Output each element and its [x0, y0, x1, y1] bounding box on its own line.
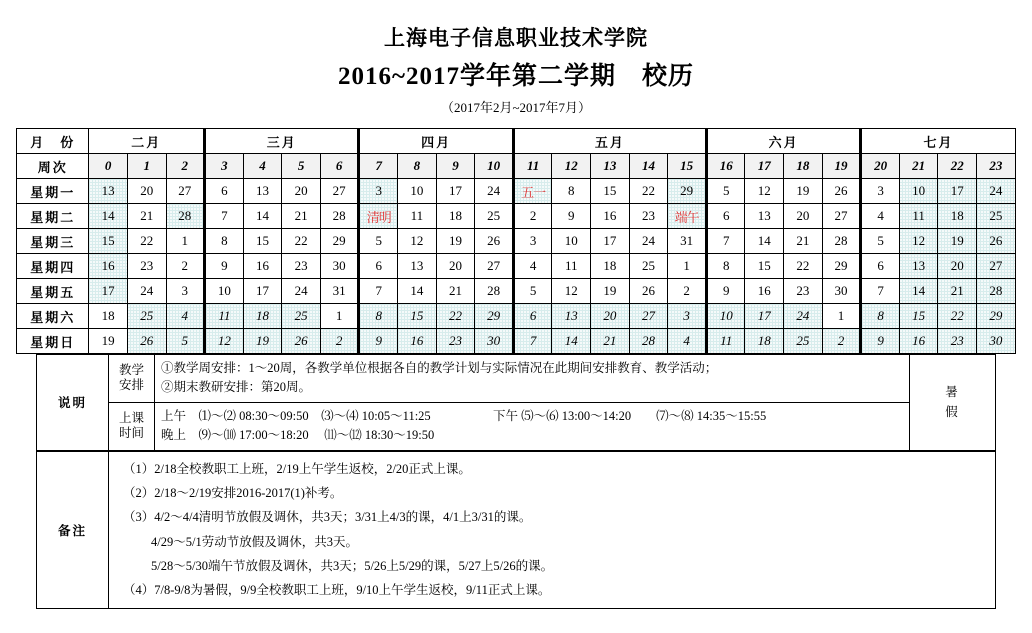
- cell-sat-12: 13: [552, 304, 591, 329]
- class-time-morning: 上午 ⑴～⑵ 08:30～09:50 ⑶～⑷ 10:05～11:25: [161, 408, 431, 423]
- month-header-row: [17, 129, 1015, 154]
- cell-tue-17: 13: [745, 204, 784, 229]
- cell-mon-14: 22: [629, 179, 668, 204]
- remark-item-5: 5/28～5/30端午节放假及调休，共3天；5/26上5/29的课，5/27上5/26的课。: [151, 559, 554, 573]
- cell-thu-18: 22: [784, 254, 823, 279]
- cell-fri-18: 23: [784, 279, 823, 304]
- cell-sat-20: 8: [861, 304, 900, 329]
- cell-tue-12: 9: [552, 204, 591, 229]
- cell-tue-18: 20: [784, 204, 823, 229]
- teaching-arrangement-row: [37, 355, 996, 403]
- cell-sat-16: 10: [706, 304, 745, 329]
- week-8: 8: [398, 154, 437, 179]
- month-jul: 七月: [861, 129, 1015, 154]
- cell-fri-23: 28: [977, 279, 1016, 304]
- week-17: 17: [745, 154, 784, 179]
- cell-sun-20: 9: [861, 329, 900, 354]
- week-18: 18: [784, 154, 823, 179]
- remarks-content: [109, 451, 996, 608]
- cell-sat-1: 25: [127, 304, 166, 329]
- cell-tue-23: 25: [977, 204, 1016, 229]
- month-apr: 四月: [359, 129, 513, 154]
- cell-mon-5: 20: [282, 179, 321, 204]
- cell-tue-6: 28: [320, 204, 359, 229]
- cell-sun-21: 16: [899, 329, 938, 354]
- cell-sat-7: 8: [359, 304, 398, 329]
- teaching-note-2: ②期末教研安排：第20周。: [161, 380, 312, 395]
- week-21: 21: [899, 154, 938, 179]
- cell-wed-0: 15: [89, 229, 128, 254]
- cell-thu-14: 25: [629, 254, 668, 279]
- week-header-label: 周次: [17, 154, 89, 179]
- cell-tue-8: 11: [398, 204, 437, 229]
- cell-fri-4: 17: [243, 279, 282, 304]
- week-7: 7: [359, 154, 398, 179]
- month-header-label: 月 份: [17, 129, 89, 154]
- cell-wed-7: 5: [359, 229, 398, 254]
- week-19: 19: [822, 154, 861, 179]
- cell-fri-19: 30: [822, 279, 861, 304]
- day-label-thu: 星期四: [17, 254, 89, 279]
- cell-fri-0: 17: [89, 279, 128, 304]
- cell-wed-23: 26: [977, 229, 1016, 254]
- cell-thu-4: 16: [243, 254, 282, 279]
- week-5: 5: [282, 154, 321, 179]
- cell-sun-14: 28: [629, 329, 668, 354]
- cell-thu-6: 30: [320, 254, 359, 279]
- school-name: 上海电子信息职业技术学院: [384, 26, 648, 50]
- cell-thu-20: 6: [861, 254, 900, 279]
- cell-fri-8: 14: [398, 279, 437, 304]
- cell-wed-5: 22: [282, 229, 321, 254]
- cell-sat-0: 18: [89, 304, 128, 329]
- cell-mon-10: 24: [475, 179, 514, 204]
- cell-wed-20: 5: [861, 229, 900, 254]
- cell-fri-5: 24: [282, 279, 321, 304]
- cell-sat-15: 3: [668, 304, 707, 329]
- class-time-evening: 晚上 ⑼～⑽ 17:00～18:20 ⑾～⑿ 18:30～19:50: [161, 428, 435, 443]
- cell-tue-2: 28: [166, 204, 205, 229]
- cell-mon-6: 27: [320, 179, 359, 204]
- cell-wed-12: 10: [552, 229, 591, 254]
- cell-fri-12: 12: [552, 279, 591, 304]
- cell-sat-19: 1: [822, 304, 861, 329]
- cell-mon-21: 10: [899, 179, 938, 204]
- cell-thu-13: 18: [591, 254, 630, 279]
- cell-mon-7: 3: [359, 179, 398, 204]
- cell-fri-22: 21: [938, 279, 977, 304]
- cell-sun-8: 16: [398, 329, 437, 354]
- cell-thu-8: 13: [398, 254, 437, 279]
- cell-sat-11: 6: [513, 304, 552, 329]
- week-12: 12: [552, 154, 591, 179]
- cell-fri-1: 24: [127, 279, 166, 304]
- cell-fri-6: 31: [320, 279, 359, 304]
- explanation-table: [36, 354, 996, 451]
- cell-wed-19: 28: [822, 229, 861, 254]
- week-1: 1: [127, 154, 166, 179]
- cell-tue-21: 11: [899, 204, 938, 229]
- cell-tue-11: 2: [513, 204, 552, 229]
- table-row: [17, 279, 1015, 304]
- cell-mon-1: 20: [127, 179, 166, 204]
- cell-wed-11: 3: [513, 229, 552, 254]
- explanation-label: 说明: [37, 355, 109, 451]
- table-row: [17, 304, 1015, 329]
- cell-tue-9: 18: [436, 204, 475, 229]
- cell-mon-19: 26: [822, 179, 861, 204]
- cell-sun-3: 12: [205, 329, 244, 354]
- week-9: 9: [436, 154, 475, 179]
- cell-thu-21: 13: [899, 254, 938, 279]
- day-label-sat: 星期六: [17, 304, 89, 329]
- cell-fri-10: 28: [475, 279, 514, 304]
- cell-sun-12: 14: [552, 329, 591, 354]
- week-number-row: [17, 154, 1015, 179]
- cell-sat-2: 4: [166, 304, 205, 329]
- cell-thu-15: 1: [668, 254, 707, 279]
- cell-fri-9: 21: [436, 279, 475, 304]
- teaching-arrangement-label-line2: 安排: [118, 378, 144, 393]
- day-label-wed: 星期三: [17, 229, 89, 254]
- class-time-label-line2: 时间: [118, 426, 144, 441]
- remarks-label: 备注: [37, 451, 109, 608]
- cell-sat-13: 20: [591, 304, 630, 329]
- cell-sun-13: 21: [591, 329, 630, 354]
- week-15: 15: [668, 154, 707, 179]
- cell-sun-19: 2: [822, 329, 861, 354]
- page-title: 2016~2017学年第二学期 校历: [337, 63, 694, 90]
- cell-sun-10: 30: [475, 329, 514, 354]
- cell-mon-23: 24: [977, 179, 1016, 204]
- summer-vacation-line2: 假: [945, 405, 960, 420]
- cell-wed-17: 14: [745, 229, 784, 254]
- cell-tue-20: 4: [861, 204, 900, 229]
- cell-fri-21: 14: [899, 279, 938, 304]
- cell-wed-9: 19: [436, 229, 475, 254]
- teaching-arrangement-text: [155, 355, 910, 403]
- teaching-note-1: ①教学周安排：1～20周，各教学单位根据各自的教学计划与实际情况在此期间安排教育、教学活动；: [161, 361, 718, 375]
- cell-mon-11: 五一: [513, 179, 552, 204]
- cell-tue-1: 21: [127, 204, 166, 229]
- week-13: 13: [591, 154, 630, 179]
- cell-wed-1: 22: [127, 229, 166, 254]
- remark-item-3: （3）4/2～4/4清明节放假及调休，共3天；3/31上4/3的课，4/1上3/31的课。: [123, 510, 532, 525]
- week-20: 20: [861, 154, 900, 179]
- cell-wed-18: 21: [784, 229, 823, 254]
- class-time-row: [37, 402, 996, 450]
- cell-sun-0: 19: [89, 329, 128, 354]
- month-mar: 三月: [205, 129, 359, 154]
- cell-thu-2: 2: [166, 254, 205, 279]
- cell-sat-23: 29: [977, 304, 1016, 329]
- class-time-text: [155, 402, 910, 450]
- cell-mon-2: 27: [166, 179, 205, 204]
- cell-tue-14: 23: [629, 204, 668, 229]
- cell-fri-7: 7: [359, 279, 398, 304]
- cell-tue-7: 清明: [359, 204, 398, 229]
- cell-tue-22: 18: [938, 204, 977, 229]
- cell-thu-17: 15: [745, 254, 784, 279]
- cell-wed-16: 7: [706, 229, 745, 254]
- cell-fri-16: 9: [706, 279, 745, 304]
- cell-sun-15: 4: [668, 329, 707, 354]
- week-22: 22: [938, 154, 977, 179]
- cell-sat-21: 15: [899, 304, 938, 329]
- cell-sat-17: 17: [745, 304, 784, 329]
- cell-mon-13: 15: [591, 179, 630, 204]
- cell-mon-16: 5: [706, 179, 745, 204]
- table-row: [17, 229, 1015, 254]
- remarks-row: [37, 451, 996, 608]
- cell-wed-2: 1: [166, 229, 205, 254]
- week-3: 3: [205, 154, 244, 179]
- cell-mon-17: 12: [745, 179, 784, 204]
- week-10: 10: [475, 154, 514, 179]
- cell-tue-19: 27: [822, 204, 861, 229]
- table-row: [17, 179, 1015, 204]
- title-daterange: （2017年2月~2017年7月）: [440, 100, 592, 115]
- cell-thu-0: 16: [89, 254, 128, 279]
- cell-thu-5: 23: [282, 254, 321, 279]
- class-time-label: [109, 402, 155, 450]
- cell-mon-8: 10: [398, 179, 437, 204]
- cell-fri-11: 5: [513, 279, 552, 304]
- cell-thu-23: 27: [977, 254, 1016, 279]
- cell-sat-22: 22: [938, 304, 977, 329]
- cell-sat-14: 27: [629, 304, 668, 329]
- day-label-mon: 星期一: [17, 179, 89, 204]
- table-row: [17, 254, 1015, 279]
- cell-fri-15: 2: [668, 279, 707, 304]
- cell-fri-13: 19: [591, 279, 630, 304]
- cell-sun-22: 23: [938, 329, 977, 354]
- cell-sat-9: 22: [436, 304, 475, 329]
- cell-tue-13: 16: [591, 204, 630, 229]
- cell-tue-10: 25: [475, 204, 514, 229]
- cell-sun-17: 18: [745, 329, 784, 354]
- cell-wed-6: 29: [320, 229, 359, 254]
- remark-item-2: （2）2/18～2/19安排2016-2017(1)补考。: [123, 485, 343, 500]
- cell-wed-10: 26: [475, 229, 514, 254]
- week-2: 2: [166, 154, 205, 179]
- class-time-label-line1: 上课: [118, 410, 144, 425]
- cell-tue-0: 14: [89, 204, 128, 229]
- week-0: 0: [89, 154, 128, 179]
- cell-thu-22: 20: [938, 254, 977, 279]
- cell-fri-17: 16: [745, 279, 784, 304]
- cell-wed-4: 15: [243, 229, 282, 254]
- cell-sun-6: 2: [320, 329, 359, 354]
- day-label-sun: 星期日: [17, 329, 89, 354]
- month-may: 五月: [513, 129, 706, 154]
- cell-thu-1: 23: [127, 254, 166, 279]
- cell-thu-7: 6: [359, 254, 398, 279]
- cell-wed-13: 17: [591, 229, 630, 254]
- cell-mon-15: 29: [668, 179, 707, 204]
- cell-mon-20: 3: [861, 179, 900, 204]
- calendar-table: [16, 128, 1015, 354]
- cell-wed-3: 8: [205, 229, 244, 254]
- cell-fri-14: 26: [629, 279, 668, 304]
- cell-tue-16: 6: [706, 204, 745, 229]
- cell-fri-2: 3: [166, 279, 205, 304]
- cell-sun-2: 5: [166, 329, 205, 354]
- cell-mon-3: 6: [205, 179, 244, 204]
- cell-mon-4: 13: [243, 179, 282, 204]
- remark-item-1: （1）2/18全校教职工上班，2/19上午学生返校，2/20正式上课。: [123, 461, 471, 476]
- week-11: 11: [513, 154, 552, 179]
- day-label-tue: 星期二: [17, 204, 89, 229]
- class-time-afternoon: 下午 ⑸～⑹ 13:00～14:20 ⑺～⑻ 14:35～15:55: [492, 408, 767, 423]
- table-row: [17, 329, 1015, 354]
- cell-sun-7: 9: [359, 329, 398, 354]
- cell-thu-12: 11: [552, 254, 591, 279]
- cell-sun-1: 26: [127, 329, 166, 354]
- day-label-fri: 星期五: [17, 279, 89, 304]
- cell-fri-20: 7: [861, 279, 900, 304]
- cell-sat-18: 24: [784, 304, 823, 329]
- cell-sun-11: 7: [513, 329, 552, 354]
- cell-mon-22: 17: [938, 179, 977, 204]
- remarks-table: [36, 451, 996, 609]
- cell-sun-18: 25: [784, 329, 823, 354]
- cell-thu-9: 20: [436, 254, 475, 279]
- cell-sat-8: 15: [398, 304, 437, 329]
- week-4: 4: [243, 154, 282, 179]
- class-time-morning-row: [161, 407, 903, 426]
- cell-mon-12: 8: [552, 179, 591, 204]
- cell-sun-23: 30: [977, 329, 1016, 354]
- cell-tue-3: 7: [205, 204, 244, 229]
- title-block: [0, 0, 1032, 116]
- cell-tue-4: 14: [243, 204, 282, 229]
- cell-wed-14: 24: [629, 229, 668, 254]
- week-16: 16: [706, 154, 745, 179]
- teaching-arrangement-label: [109, 355, 155, 403]
- cell-mon-0: 13: [89, 179, 128, 204]
- cell-thu-3: 9: [205, 254, 244, 279]
- summer-vacation-line1: 暑: [945, 385, 960, 400]
- cell-mon-9: 17: [436, 179, 475, 204]
- cell-tue-15: 端午: [668, 204, 707, 229]
- cell-mon-18: 19: [784, 179, 823, 204]
- month-jun: 六月: [706, 129, 860, 154]
- cell-wed-22: 19: [938, 229, 977, 254]
- week-6: 6: [320, 154, 359, 179]
- cell-sat-3: 11: [205, 304, 244, 329]
- summer-vacation-label: [910, 355, 996, 451]
- cell-sun-16: 11: [706, 329, 745, 354]
- remark-item-4: 4/29～5/1劳动节放假及调休，共3天。: [151, 534, 358, 549]
- cell-tue-5: 21: [282, 204, 321, 229]
- month-feb: 二月: [89, 129, 205, 154]
- table-row: [17, 204, 1015, 229]
- cell-sat-4: 18: [243, 304, 282, 329]
- week-23: 23: [977, 154, 1016, 179]
- week-14: 14: [629, 154, 668, 179]
- cell-wed-8: 12: [398, 229, 437, 254]
- cell-thu-16: 8: [706, 254, 745, 279]
- cell-thu-11: 4: [513, 254, 552, 279]
- remark-item-6: （4）7/8-9/8为暑假，9/9全校教职工上班，9/10上午学生返校，9/11正式上课。: [123, 583, 551, 598]
- cell-thu-10: 27: [475, 254, 514, 279]
- teaching-arrangement-label-line1: 教学: [118, 362, 144, 377]
- cell-wed-21: 12: [899, 229, 938, 254]
- cell-thu-19: 29: [822, 254, 861, 279]
- cell-sat-5: 25: [282, 304, 321, 329]
- cell-fri-3: 10: [205, 279, 244, 304]
- cell-sat-10: 29: [475, 304, 514, 329]
- cell-sun-4: 19: [243, 329, 282, 354]
- cell-sat-6: 1: [320, 304, 359, 329]
- cell-sun-5: 26: [282, 329, 321, 354]
- cell-sun-9: 23: [436, 329, 475, 354]
- cell-wed-15: 31: [668, 229, 707, 254]
